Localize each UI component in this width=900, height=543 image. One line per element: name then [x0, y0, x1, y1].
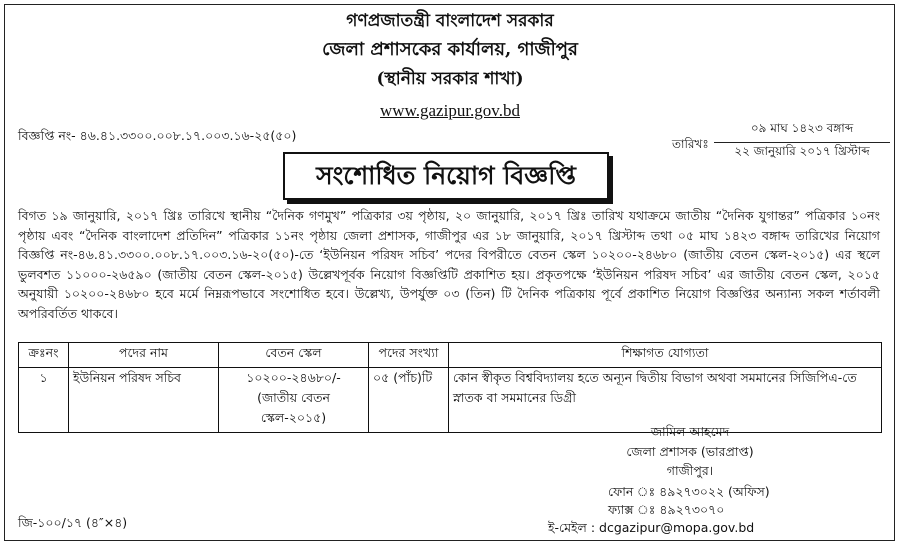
col-qualification: শিক্ষাগত যোগ্যতা [449, 343, 882, 368]
email-address[interactable]: dcgazipur@mopa.gov.bd [599, 520, 755, 535]
cell-post: ইউনিয়ন পরিষদ সচিব [69, 368, 219, 433]
memo-number: বিজ্ঞপ্তি নং- ৪৬.৪১.৩৩০০.০০৮.১৭.০০৩.১৬-২৫(৫০) [18, 128, 297, 143]
fax-number: ফ্যাক্স ঃ ৪৯২৭৩০৭০ [608, 502, 725, 517]
cell-serial: ১ [19, 368, 69, 433]
govt-heading: গণপ্রজাতন্ত্রী বাংলাদেশ সরকার [346, 11, 554, 31]
col-post: পদের নাম [69, 343, 219, 368]
reference-code: জি-১০০/১৭ (৪″×৪) [18, 515, 128, 530]
scale-value: ১০২০০-২৪৬৮০/- [246, 370, 341, 385]
col-serial: ক্রঃনং [19, 343, 69, 368]
branch-heading: (স্থানীয় সরকার শাখা) [376, 69, 524, 89]
date-label: তারিখঃ [672, 137, 709, 151]
office-heading: জেলা প্রশাসকের কার্যালয়, গাজীপুর [322, 39, 578, 60]
col-scale: বেতন স্কেল [219, 343, 369, 368]
cell-scale [219, 368, 369, 433]
signatory-place: গাজীপুর। [666, 463, 714, 478]
website-link[interactable]: www.gazipur.gov.bd [380, 101, 520, 120]
posts-table [18, 342, 882, 433]
signatory-name: জামিল আহমেদ [650, 424, 730, 439]
date-english: ২২ জানুয়ারি ২০১৭ খ্রিস্টাব্দ [734, 144, 870, 158]
col-count: পদের সংখ্যা [369, 343, 449, 368]
table-row [19, 368, 882, 433]
notice-body: বিগত ১৯ জানুয়ারি, ২০১৭ খ্রিঃ তারিখে স্থানীয় “দৈনিক গণমুখ” পত্রিকার ৩য় পৃষ্ঠায়, ২০ জানুয়ারি, ২০১৭ খ্রিঃ তারিখ যথাক্রমে জাতীয় “দৈনিক যুগান্তর” পত্রিকার ১০নং পৃষ্ঠায় এবং “দৈনিক বাংলাদেশ প্রতিদিন” পত্রিকার ১১নং পৃষ্ঠায় জেলা প্রশাসক, গাজীপুর এর ১৮ জানুয়ারি, ২০১৭ খ্রিস্টাব্দ তথা ০৫ মাঘ ১৪২৩ বঙ্গাব্দ তারিখের নিয়োগ বিজ্ঞপ্তি নং-৪৬.৪১.৩৩০০.০০৮.১৭.০০৩.১৬-২০(৫০)-তে ‘ইউনিয়ন পরিষদ সচিব’ পদের বিপরীতে বেতন স্কেল ১০২০০-২৪৬৮০ (জাতীয় বেতন স্কেল-২০১৫) এর স্থলে ভুলবশত ১১০০০-২৬৫৯০ (জাতীয় বেতন স্কেল-২০১৫) উল্লেখপূর্বক নিয়োগ বিজ্ঞপ্তিটি প্রকাশিত হয়। প্রকৃতপক্ষে ‘ইউনিয়ন পরিষদ সচিব’ এর জাতীয় বেতন স্কেল, ২০১৫ অনুযায়ী ১০২০০-২৪৬৮০ হবে মর্মে নিম্নরূপভাবে সংশোধিত হবে। উল্লেখ্য, উপর্যুক্ত ০৩ (তিন) টি দৈনিক পত্রিকায় পূর্বে প্রকাশিত নিয়োগ বিজ্ঞপ্তির অন্যান্য সকল শর্তাবলী অপরিবর্তিত থাকবে। [18, 208, 880, 321]
email-label: ই-মেইল : [548, 520, 596, 535]
phone-number: ফোন ঃ ৪৯২৭৩০২২ (অফিস) [608, 484, 770, 499]
scale-note: (জাতীয় বেতন স্কেল-২০১৫) [257, 390, 330, 425]
email-line [548, 520, 754, 540]
cell-count: ০৫ (পাঁচ)টি [369, 368, 449, 433]
table-header-row [19, 343, 882, 368]
cell-qualification: কোন স্বীকৃত বিশ্ববিদ্যালয় হতে অন্যূন দ্বিতীয় বিভাগ অথবা সমমানের সিজিপিএ-তে স্নাতক বা সমমানের ডিগ্রী [449, 368, 882, 433]
date-bangla: ০৯ মাঘ ১৪২৩ বঙ্গাব্দ [714, 120, 890, 143]
signatory-designation: জেলা প্রশাসক (ভারপ্রাপ্ত) [626, 444, 754, 459]
notice-title: সংশোধিত নিয়োগ বিজ্ঞপ্তি [283, 152, 609, 200]
